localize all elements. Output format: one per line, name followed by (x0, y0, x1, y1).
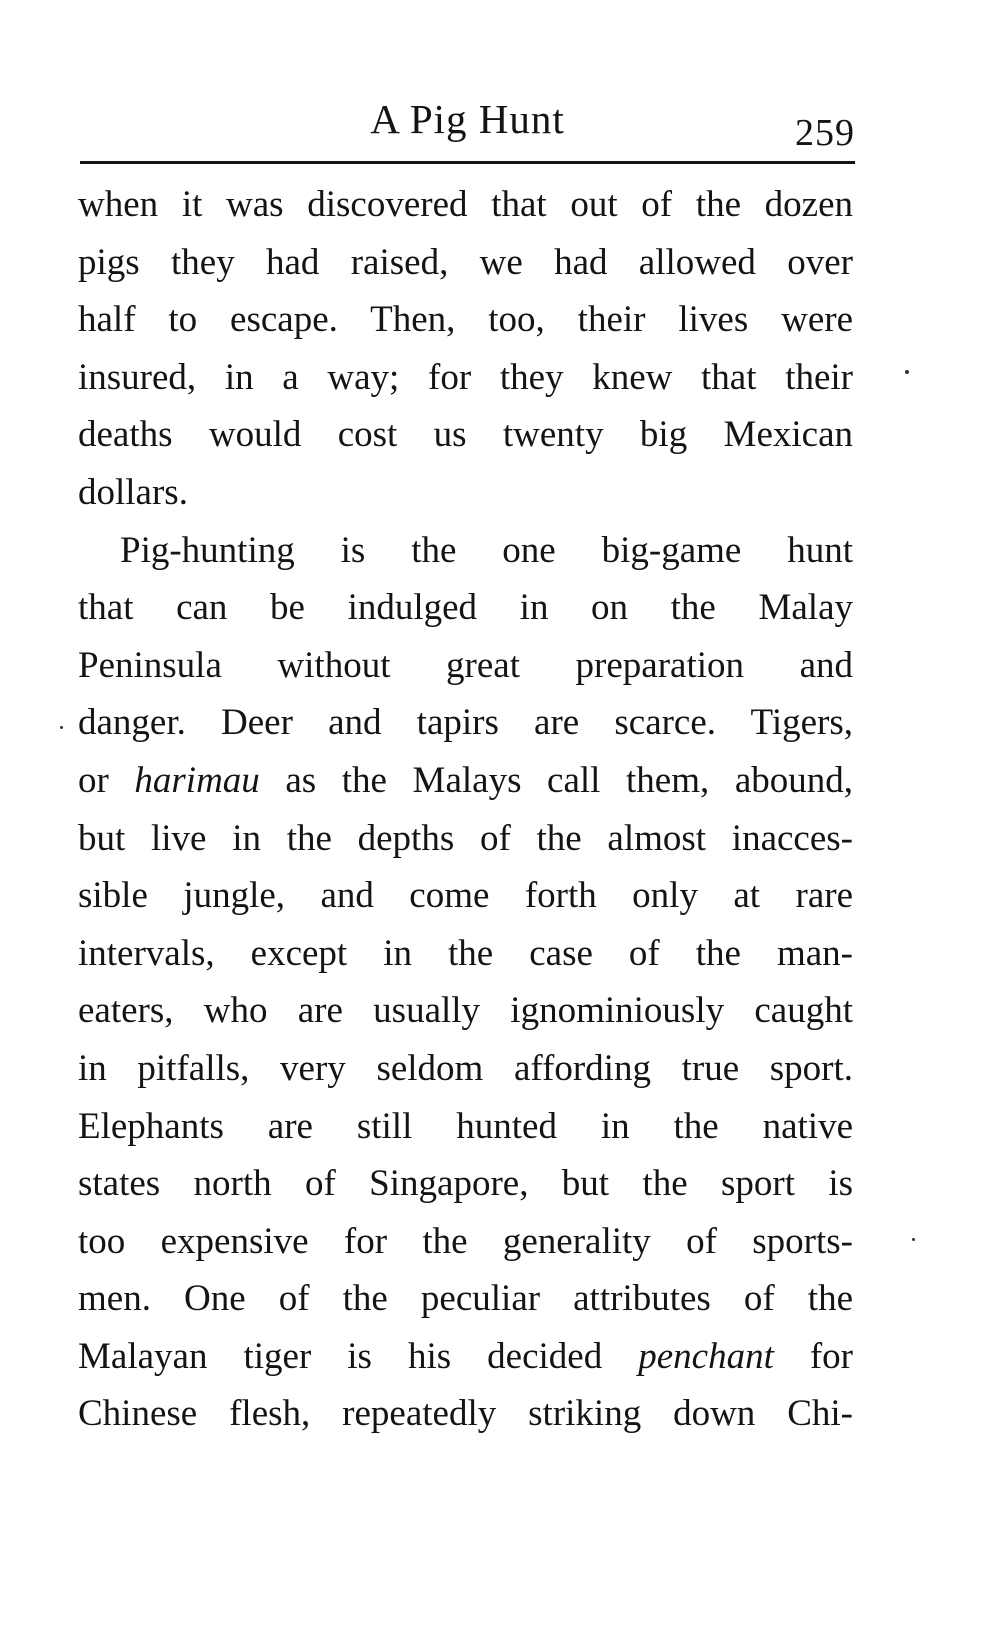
text-line: when it was discovered that out of the dozen (78, 184, 853, 225)
text-segment: for (773, 1335, 853, 1377)
page-number: 259 (795, 112, 855, 154)
text-line: deaths would cost us twenty big Mexican (78, 414, 853, 456)
text-line (78, 752, 853, 810)
text-line: half to escape. Then, too, their lives were (78, 299, 853, 341)
text-line: pigs they had raised, we had allowed over (78, 241, 853, 283)
text-line: intervals, except in the case of the man- (78, 932, 853, 974)
print-speck (905, 370, 909, 374)
text-line: Elephants are still hunted in the native (78, 1105, 853, 1147)
text-line: sible jungle, and come forth only at rare (78, 875, 853, 917)
text-line: that can be indulged in on the Malay (78, 587, 853, 629)
text-segment: as the Malays call them, abound, (259, 759, 853, 801)
running-title: A Pig Hunt (370, 96, 565, 142)
text-line: eaters, who are usually ignominiously caught (78, 990, 853, 1032)
text-line (78, 1328, 853, 1386)
text-segment: or (78, 759, 135, 801)
text-line: too expensive for the generality of sports- (78, 1220, 853, 1262)
header-rule (80, 161, 855, 164)
text-line: men. One of the peculiar attributes of the (78, 1278, 853, 1320)
print-speck (912, 1238, 915, 1241)
text-line: danger. Deer and tapirs are scarce. Tigers, (78, 702, 853, 744)
italic-term: harimau (134, 759, 260, 801)
text-line: but live in the depths of the almost inacces- (78, 817, 853, 859)
text-line: in pitfalls, very seldom affording true sport. (78, 1047, 853, 1089)
text-segment: Malayan tiger is his decided (78, 1335, 639, 1377)
text-line: dollars. (78, 471, 188, 513)
italic-term: penchant (638, 1335, 774, 1377)
text-line: Peninsula without great preparation and (78, 644, 853, 686)
running-head (80, 95, 855, 155)
print-speck (60, 726, 63, 729)
body-text (78, 176, 853, 1443)
text-line: insured, in a way; for they knew that their (78, 356, 853, 398)
text-line: Pig-hunting is the one big-game hunt (120, 529, 853, 571)
text-line: states north of Singapore, but the sport is (78, 1163, 853, 1205)
text-line: Chinese flesh, repeatedly striking down Chi- (78, 1393, 853, 1435)
